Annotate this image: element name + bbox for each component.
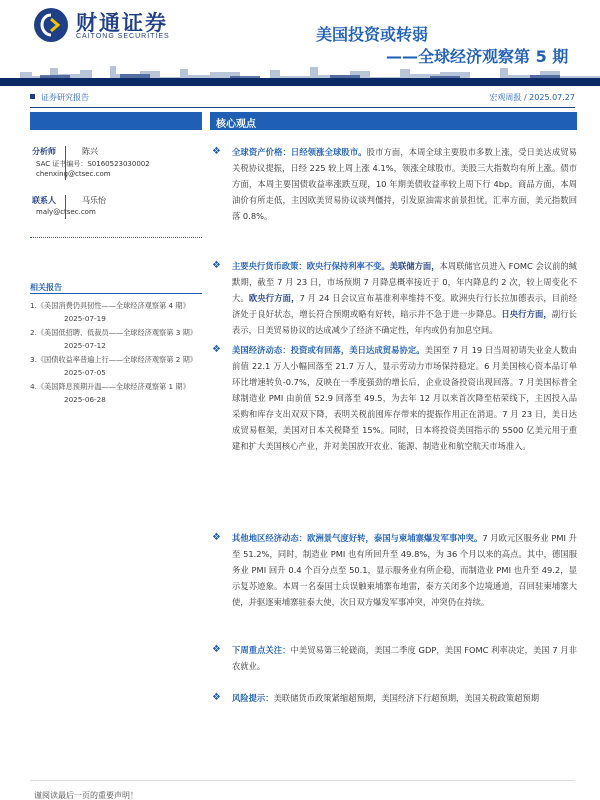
core-views-title: 核心观点 — [216, 119, 256, 130]
contact-email: maly@ctsec.com — [36, 208, 96, 216]
contact-name: 马乐怡 — [82, 196, 106, 205]
related-reports-underline — [30, 293, 202, 294]
paragraph-body: 7 月欧元区服务业 PMI 升至 51.2%，同时，制造业 PMI 也有所回升至 49.8%，为 36 个月以来的高点。其中，德国服务业 PMI 回升 0.4 个百分点至 50.1，显示服务业有所企稳，而制造业 PMI 也升至 49.2，显示复苏迹象。本周一名泰国士兵误触柬埔寨布地雷，泰方关闭多个边境通道，召回驻柬埔寨大使，并驱逐柬埔寨驻泰大使，次日双方爆发军事冲突，冲突仍在持续。 — [232, 533, 577, 607]
paragraph-body: 中美贸易第三轮磋商，美国二季度 GDP，美国 FOMC 利率决定，美国 7 月非农就业。 — [232, 645, 577, 671]
paragraph-other-regions — [210, 530, 577, 610]
subheader-divider — [30, 107, 575, 108]
related-report-date: 2025-06-28 — [64, 395, 106, 404]
diamond-bullet-icon: ❖ — [212, 344, 221, 355]
sidebar-separator — [30, 237, 202, 238]
paragraph-heading: 其他地区经济动态：欧洲景气度好转，泰国与柬埔寨爆发军事冲突。 — [232, 533, 483, 543]
related-report-item[interactable] — [30, 353, 202, 379]
diamond-bullet-icon: ❖ — [212, 260, 221, 271]
core-views-header — [210, 112, 577, 130]
related-report-title: 4.《美国降息预期升温——全球经济观察第 1 期》 — [30, 382, 190, 391]
report-header — [0, 0, 600, 88]
paragraph-us-economy — [210, 342, 577, 454]
report-type-date: 宏观周报 / 2025.07.27 — [489, 93, 575, 102]
analyst-label: 分析师 — [32, 147, 56, 156]
related-report-item[interactable] — [30, 326, 202, 352]
divider — [65, 195, 66, 219]
paragraph-heading: 下周重点关注： — [232, 645, 291, 655]
paragraph-heading: 全球资产价格：日经领涨全球股市。 — [232, 147, 367, 157]
paragraph-heading: 美国经济动态：投资或有回落，美日达成贸易协定。 — [232, 345, 425, 355]
related-report-item[interactable] — [30, 380, 202, 406]
sidebar-top-bar — [30, 112, 202, 130]
related-report-title: 3.《国债收益率普遍上行——全球经济观察第 2 期》 — [30, 355, 197, 364]
paragraph-central-banks — [210, 258, 577, 338]
analyst-name: 陈兴 — [82, 147, 98, 156]
square-bullet-icon — [30, 94, 35, 99]
logo-english-name: CAITONG SECURITIES — [76, 33, 170, 40]
paragraph-body: 副行长表示，日美贸易协议的达成减少了经济不确定性，年内或仍有加息空间。 — [232, 309, 577, 335]
report-title-sub: ——全球经济观察第 5 期 — [386, 47, 569, 66]
related-report-title: 1.《美国消费仍具韧性——全球经济观察第 4 期》 — [30, 301, 190, 310]
paragraph-body: 本周联储官员进入 FOMC 会议前的缄默期，截至 7 月 23 日，市场预期 7 月降息概率接近于 0，年内降息约 2 次，较上周变化不大。 — [232, 261, 577, 303]
analyst-cert: SAC 证书编号：S0160523030002 — [36, 160, 150, 168]
report-category — [30, 92, 89, 103]
paragraph-body: 股市方面，本周全球主要股市多数上涨，受日美达成贸易关税协议提振，日经 225 较上周上涨 4.1%，领涨全球股市。美股三大指数均有所上涨。债市方面，本周主要国债收益率涨跌互现，10 年期美债收益率较上周下行 4bp。商品方面，本周油价有所走低，主因欧美贸易协议谈判僵持，引发原油需求前景担忧。汇率方面，美元指数回落 0.8%。 — [232, 147, 577, 221]
sidebar — [30, 112, 202, 404]
logo-chinese-name: 财通证券 — [76, 11, 168, 35]
footer-disclaimer-link[interactable]: 谨阅读最后一页的重要声明！ — [34, 791, 138, 800]
logo-emblem-icon — [34, 8, 68, 42]
related-reports-title: 相关报告 — [30, 283, 62, 292]
diamond-bullet-icon: ❖ — [212, 644, 221, 655]
company-logo — [34, 6, 194, 46]
contact-label: 联系人 — [32, 196, 56, 205]
paragraph-heading: 风险提示： — [232, 693, 274, 703]
paragraph-next-week — [210, 642, 577, 674]
paragraph-heading: 主要央行货币政策：欧央行保持利率不变。 — [232, 261, 390, 271]
related-report-title: 2.《美国低招聘、低裁员——全球经济观察第 3 期》 — [30, 328, 197, 337]
diamond-bullet-icon: ❖ — [212, 532, 221, 543]
related-report-item[interactable] — [30, 299, 202, 325]
header-band — [0, 78, 600, 86]
paragraph-body: 美联储货币政策紧缩超预期，美国经济下行超预期，美国关税政策超预期 — [273, 693, 540, 703]
related-report-date: 2025-07-05 — [64, 368, 106, 377]
subheading-boj: 日央行方面， — [501, 309, 552, 319]
subheading-fed: 美联储方面， — [389, 261, 440, 271]
diamond-bullet-icon: ❖ — [212, 146, 221, 157]
paragraph-asset-prices — [210, 144, 577, 224]
footer-divider — [30, 780, 575, 781]
paragraph-body: 7 月 24 日会议宣布基准利率维持不变。欧洲央行行长拉加德表示，目前经济处于良好状态，增长符合预期或略有好转，暗示并不急于进一步降息。 — [232, 293, 577, 319]
paragraph-risks — [210, 690, 577, 706]
related-report-date: 2025-07-12 — [64, 341, 106, 350]
paragraph-body: 美国至 7 月 19 日当周初请失业金人数由前值 22.1 万人小幅回落至 21.7 万人，显示劳动力市场保持稳定。6 月美国核心资本品订单环比增速转负-0.7%，反映在一季度强劲的增长后，企业设备投资出现回落。7 月美国标普全球制造业 PMI 由前值 52.9 回落至 49.5，为去年 12 月以来首次降至枯荣线下，主因投入品采购和库存支出双双下降，表明关税前囤库存带来的提振作用正在消退。7 月 23 日，美日达成贸易框架，美国对日本关税降至 15%。同时，日本将投资美国指示的 5500 亿美元用于重建和扩大美国核心产业，并对美国放开农业、能源、制造业和航空航天市场准入。 — [232, 345, 577, 451]
report-category-label: 证券研究报告 — [41, 93, 89, 102]
report-title-main: 美国投资或转弱 — [316, 25, 429, 44]
subheading-ecb: 欧央行方面， — [248, 293, 300, 303]
subheader-bar — [30, 92, 575, 106]
diamond-bullet-icon: ❖ — [212, 692, 221, 703]
divider — [65, 146, 66, 180]
analyst-email: chenxing@ctsec.com — [36, 170, 111, 178]
related-report-date: 2025-07-19 — [64, 314, 106, 323]
